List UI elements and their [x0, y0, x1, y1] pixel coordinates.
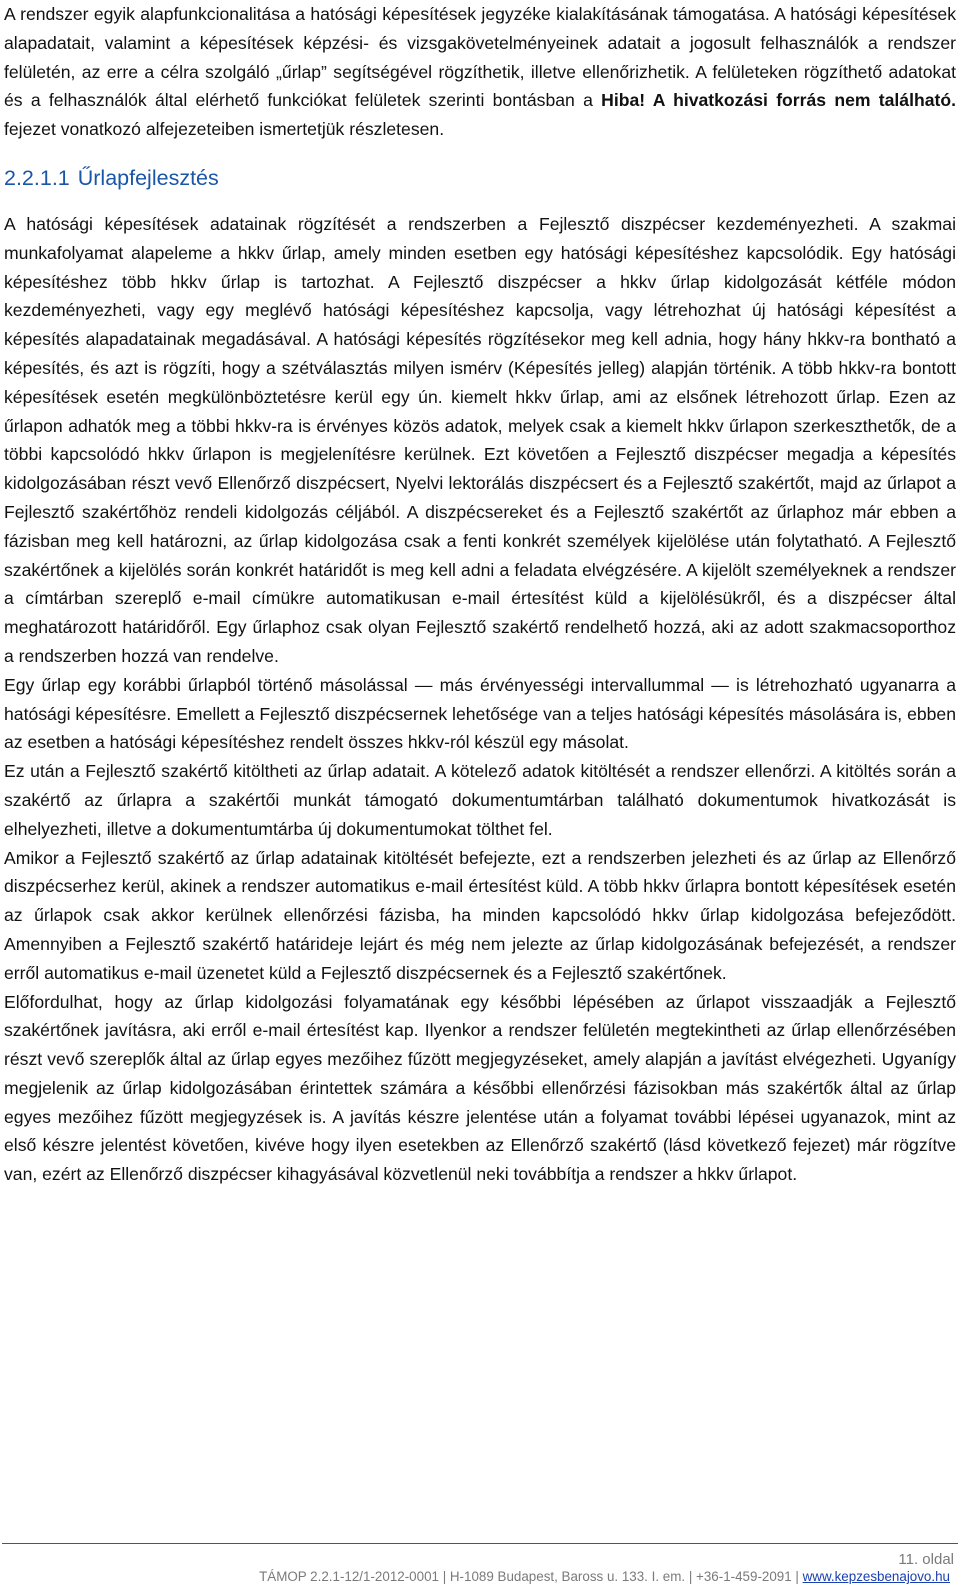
footer-info	[259, 1569, 950, 1584]
body-paragraph-1: A hatósági képesítések adatainak rögzítését a rendszerben a Fejlesztő diszpécser kezdeményezheti. A szakmai munkafolyamat alapeleme a hkkv űrlap, amely minden esetben egy hatósági képesítéshez kapcsolódik. Egy hatósági képesítéshez több hkkv űrlap is tartozhat. A Fejlesztő diszpécser a hkkv űrlap kidolgozását kétféle módon kezdeményezheti, vagy egy meglévő hatósági képesítéshez kapcsolja, vagy létrehozhat új hatósági képesítést a képesítés alapadatainak megadásával. A hatósági képesítés rögzítésekor meg kell adnia, hogy hány hkkv-ra bontható a képesítés, és azt is rögzíti, hogy a szétválasztás milyen ismérv (Képesítés jelleg) alapján történik. A több hkkv-ra bontott képesítések esetén megkülönböztetésre kerül egy ún. kiemelt hkkv űrlap, ami az elsőnek létrehozott űrlap. Ezen az űrlapon adhatók meg a többi hkkv-ra is érvényes közös adatok, melyek csak a kiemelt hkkv űrlapon szerkeszthetők, de a többi kapcsolódó hkkv űrlapon is megjelenítésre kerülnek. Ezt követően a Fejlesztő diszpécser megadja a képesítés kidolgozásában részt vevő Ellenőrző diszpécsert, Nyelvi lektorálás diszpécsert és a Fejlesztő szakértőt, majd az űrlapot a Fejlesztő szakértőhöz rendeli kidolgozás céljából. A diszpécsereket és a Fejlesztő szakértőt az űrlaphoz már ebben a fázisban meg kell határozni, az űrlap kidolgozása csak a fenti konkrét személyek kijelölése után folytatható. A Fejlesztő szakértőnek a kijelölés során konkrét határidőt is meg kell adni a feladata elvégzésére. A kijelölt személyeknek a rendszer a címtárban szereplő e-mail címükre automatikusan e-mail értesítést küld a kijelölésükről, és a diszpécser által meghatározott határidőről. Egy űrlaphoz csak olyan Fejlesztő szakértő rendelhető hozzá, aki az adott szakmacsoporthoz a rendszerben hozzá van rendelve.	[4, 213, 956, 666]
body-paragraph-5: Előfordulhat, hogy az űrlap kidolgozási folyamatának egy későbbi lépésében az űrlapot visszaadják a Fejlesztő szakértőnek javításra, aki erről e-mail értesítést kap. Ilyenkor a rendszer felületén megtekintheti az űrlap ellenőrzésében részt vevő szereplők által az űrlap egyes mezőihez fűzött megjegyzéseket, amely alapján a javítást elvégezheti. Ugyanígy megjelenik az űrlap kidolgozásában érintettek számára a későbbi ellenőrzési fázisokban más szakértők által az űrlap egyes mezőihez fűzött megjegyzések is. A javítás készre jelentése után a folyamat további lépései ugyanazok, mint az első készre jelentést követően, kivéve hogy ilyen esetekben az Ellenőrző szakértő (lásd következő fejezet) már rögzítve van, ezért az Ellenőrző diszpécser kihagyásával közvetlenül neki továbbítja a rendszer a hkkv űrlapot.	[4, 991, 956, 1185]
section-heading	[4, 164, 956, 192]
body-paragraph-3: Ez után a Fejlesztő szakértő kitöltheti az űrlap adatait. A kötelező adatok kitöltését a rendszer ellenőrzi. A kitöltés során a szakértő az űrlapra a szakértői munkát támogató dokumentumtárban található dokumentumok hivatkozását is elhelyezheti, illetve a dokumentumtárba új dokumentumokat tölthet fel.	[4, 761, 956, 839]
section-title: Űrlapfejlesztés	[77, 165, 219, 190]
intro-text-before: A rendszer egyik alapfunkcionalitása a hatósági képesítések jegyzéke kialakításának támogatása. A hatósági képesítések alapadatait, valamint a képesítések képzési- és vizsgakövetelményeinek adatait a jogosult felhasználók a rendszer felületén, az erre a célra szolgáló „űrlap” segítségével rögzíthetik, illetve ellenőrizhetik. A felületeken rögzíthető adatokat és a felhasználók által elérhető funkciókat felületek szerinti bontásban a	[4, 4, 956, 111]
footer-website-link[interactable]: www.kepzesbenajovo.hu	[802, 1569, 950, 1584]
intro-paragraph	[4, 0, 956, 144]
intro-text-after: fejezet vonatkozó alfejezeteiben ismertetjük részletesen.	[4, 119, 445, 140]
section-number: 2.2.1.1	[4, 165, 70, 190]
footer-contact-text: TÁMOP 2.2.1-12/1-2012-0001 | H-1089 Budapest, Baross u. 133. I. em. | +36-1-459-2091 |	[259, 1569, 803, 1584]
reference-error-text: Hiba! A hivatkozási forrás nem található.	[601, 90, 957, 111]
footer-divider	[2, 1543, 958, 1544]
body-paragraph-2: Egy űrlap egy korábbi űrlapból történő másolással — más érvényességi intervallummal — is létrehozható ugyanarra a hatósági képesítésre. Emellett a Fejlesztő diszpécsernek lehetősége van a teljes hatósági képesítés másolására is, ebben az esetben a hatósági képesítéshez rendelt összes hkkv-ról készül egy másolat.	[4, 674, 956, 753]
page-number: 11. oldal	[898, 1551, 954, 1568]
document-page	[4, 0, 956, 1189]
body-paragraph-4: Amikor a Fejlesztő szakértő az űrlap adatainak kitöltését befejezte, ezt a rendszerben jelezheti és az űrlap az Ellenőrző diszpécserhez kerül, akinek a rendszer automatikus e-mail értesítést küld. A több hkkv űrlapra bontott képesítések esetén az űrlapok csak akkor kerülnek ellenőrzési fázisba, ha minden kapcsolódó hkkv űrlap kidolgozása befejeződött. Amennyiben a Fejlesztő szakértő határideje lejárt és még nem jelezte az űrlap kidolgozásának befejezését, a rendszer erről automatikus e-mail üzenetet küld a Fejlesztő diszpécsernek és a Fejlesztő szakértőnek.	[4, 847, 956, 983]
